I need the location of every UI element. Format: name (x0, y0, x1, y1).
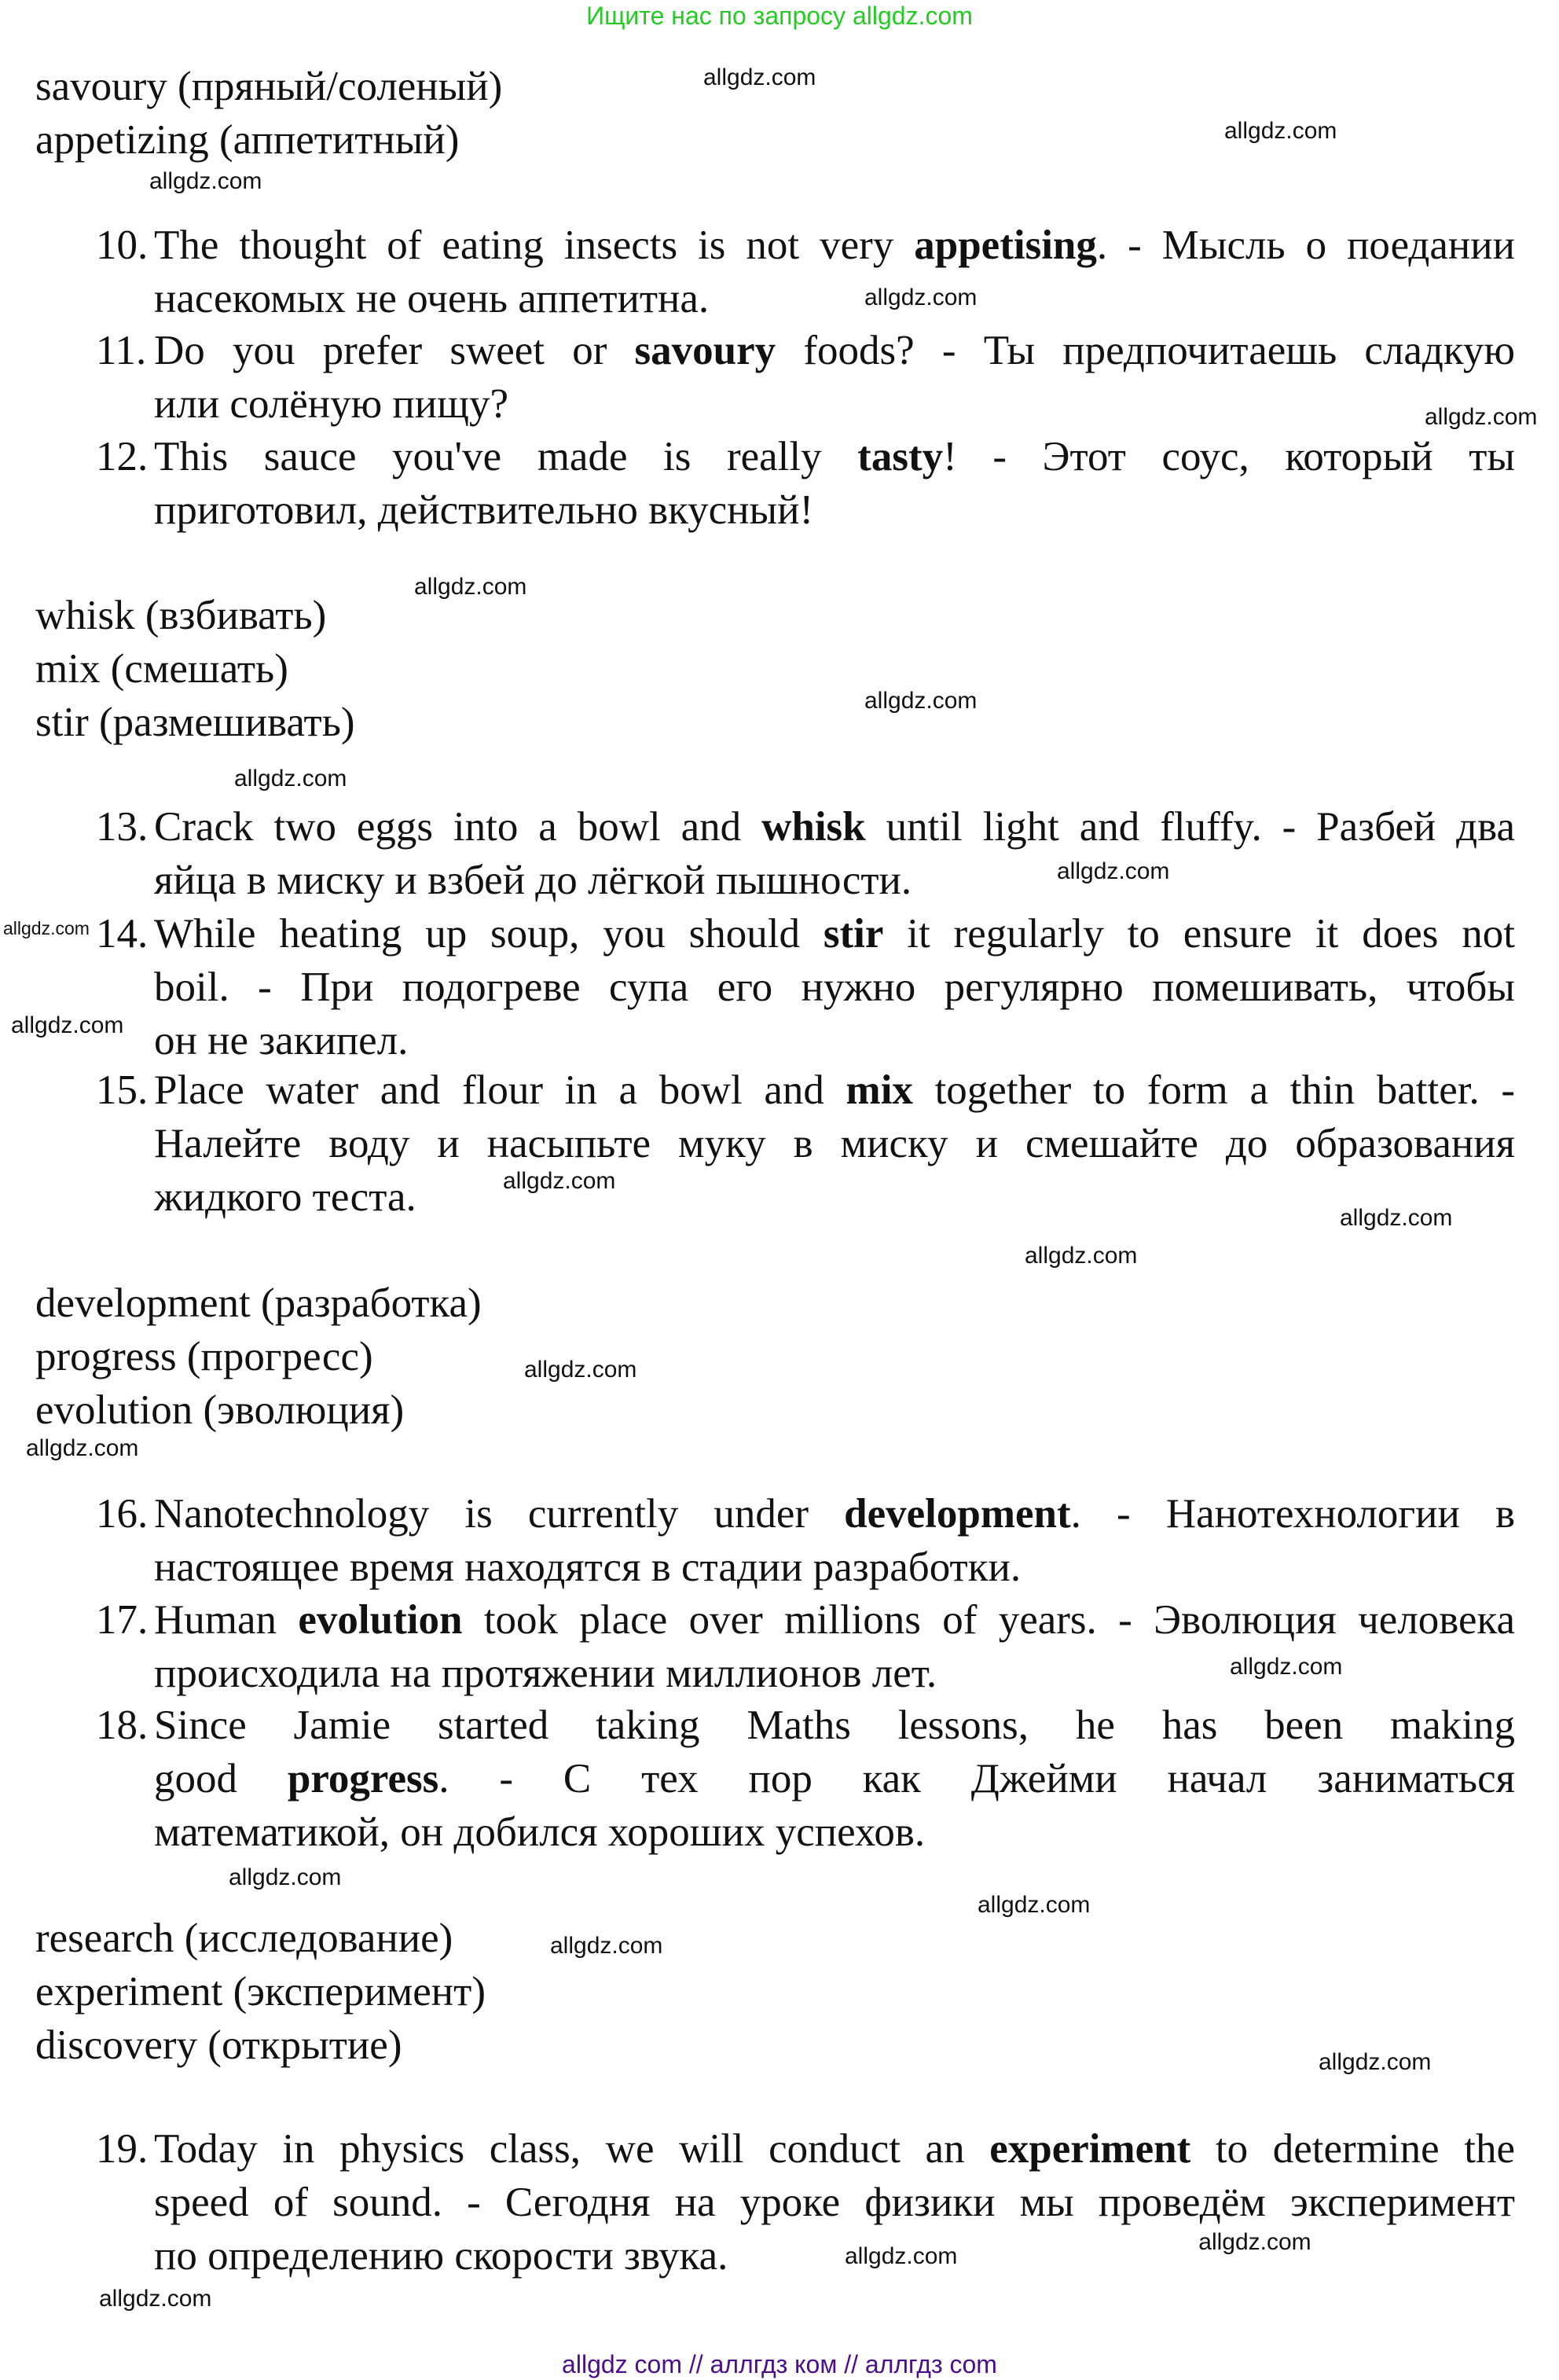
keyword: savoury (634, 328, 776, 373)
sentence-line: Since Jamie started taking Maths lessons, he has been making (154, 1702, 1515, 1748)
watermark: allgdz.com (3, 918, 90, 938)
example-sentence (96, 2122, 1515, 2283)
sentence-line: While heating up soup, you should stir it regularly to ensure it does not (154, 911, 1515, 957)
keyword: stir (823, 911, 884, 957)
watermark: allgdz.com (99, 2286, 212, 2312)
sentence-line: good progress. - С тех пор как Джейми начал заниматься (154, 1756, 1516, 1802)
watermark: allgdz.com (524, 1357, 637, 1383)
vocab-entry: stir (размешивать) (35, 700, 355, 745)
example-sentence (96, 430, 1515, 537)
keyword: evolution (298, 1597, 463, 1643)
example-sentence (96, 219, 1515, 325)
watermark: allgdz.com (26, 1435, 139, 1461)
item-number: 14. (96, 911, 149, 957)
sentence-line: настоящее время находятся в стадии разработки. (154, 1544, 1022, 1590)
search-banner: Ищите нас по запросу allgdz.com (586, 2, 973, 30)
watermark: allgdz.com (503, 1168, 616, 1194)
sentence-line: приготовил, действительно вкусный! (154, 487, 814, 533)
item-number: 17. (96, 1597, 149, 1643)
sentence-line: Налейте воду и насыпьте муку в миску и смешайте до образования (154, 1121, 1515, 1166)
sentence-line: speed of sound. - Сегодня на уроке физики мы проведём эксперимент (154, 2180, 1515, 2225)
sentence-line: Do you prefer sweet or savoury foods? - Ты предпочитаешь сладкую (154, 328, 1515, 373)
watermark: allgdz.com (1230, 1654, 1343, 1680)
watermark: allgdz.com (1025, 1243, 1138, 1269)
sentence-line: Place water and flour in a bowl and mix together to form a thin batter. - (154, 1067, 1516, 1113)
watermark: allgdz.com (234, 766, 347, 791)
item-number: 19. (96, 2126, 149, 2172)
sentence-line: яйца в миску и взбей до лёгкой пышности. (154, 858, 912, 903)
item-number: 16. (96, 1491, 149, 1537)
vocab-list (35, 589, 355, 749)
sentence-line: This sauce you've made is really tasty! - Этот соус, который ты (154, 434, 1515, 479)
sentence-line: он не закипел. (154, 1018, 409, 1063)
watermark: allgdz.com (550, 1933, 663, 1959)
vocab-entry: whisk (взбивать) (35, 593, 327, 638)
vocab-entry: mix (смешать) (35, 646, 288, 692)
sentence-line: происходила на протяжении миллионов лет. (154, 1651, 937, 1696)
example-sentence (96, 1487, 1515, 1594)
sentence-line: насекомых не очень аппетитна. (154, 276, 710, 321)
watermark: allgdz.com (149, 168, 262, 194)
item-number: 12. (96, 434, 149, 479)
vocab-entry: appetizing (аппетитный) (35, 117, 460, 163)
keyword: experiment (989, 2126, 1191, 2172)
vocab-entry: savoury (пряный/соленый) (35, 64, 503, 109)
watermark: allgdz.com (229, 1864, 342, 1890)
keyword: whisk (761, 804, 866, 850)
watermark: allgdz.com (1319, 2049, 1432, 2075)
watermark: allgdz.com (1057, 858, 1170, 884)
example-sentence (96, 324, 1515, 431)
example-sentence (96, 800, 1515, 907)
vocab-list (35, 60, 502, 167)
keyword: development (844, 1491, 1071, 1537)
item-number: 11. (96, 328, 147, 373)
keyword: progress (287, 1756, 439, 1802)
item-number: 18. (96, 1702, 149, 1748)
watermark: allgdz.com (703, 64, 816, 90)
item-number: 10. (96, 222, 149, 268)
keyword: mix (846, 1067, 913, 1113)
sentence-line: Crack two eggs into a bowl and whisk until light and fluffy. - Разбей два (154, 804, 1515, 850)
watermark: allgdz.com (864, 688, 978, 714)
watermark: allgdz.com (1198, 2229, 1311, 2255)
sentence-line: Nanotechnology is currently under development. - Нанотехнологии в (154, 1491, 1516, 1537)
watermark: allgdz.com (864, 285, 978, 310)
keyword: appetising (914, 222, 1097, 268)
watermark: allgdz.com (414, 574, 527, 600)
sentence-line: жидкого теста. (154, 1174, 416, 1220)
keyword: tasty (857, 434, 944, 479)
sentence-line: The thought of eating insects is not very appetising. - Мысль о поедании (154, 222, 1515, 268)
sentence-line: Human evolution took place over millions of years. - Эволюция человека (154, 1597, 1515, 1643)
sentence-line: или солёную пищу? (154, 381, 508, 427)
example-sentence (96, 1593, 1515, 1700)
watermark: allgdz.com (1340, 1205, 1453, 1231)
footer-banner: allgdz com // аллгдз ком // аллгдз com (562, 2350, 997, 2378)
example-sentence (96, 907, 1515, 1067)
item-number: 13. (96, 804, 149, 850)
vocab-entry: research (исследование) (35, 1915, 453, 1961)
sentence-line: по определению скорости звука. (154, 2233, 728, 2279)
sentence-line: Today in physics class, we will conduct an experiment to determine the (154, 2126, 1515, 2172)
vocab-list (35, 1912, 486, 2072)
vocab-list (35, 1276, 482, 1437)
watermark: allgdz.com (1425, 404, 1538, 430)
vocab-entry: progress (прогресс) (35, 1334, 373, 1379)
watermark: allgdz.com (11, 1012, 124, 1038)
item-number: 15. (96, 1067, 149, 1113)
example-sentence (96, 1699, 1515, 1859)
vocab-entry: experiment (эксперимент) (35, 1969, 486, 2015)
watermark: allgdz.com (978, 1892, 1091, 1918)
watermark: allgdz.com (845, 2243, 958, 2269)
vocab-entry: evolution (эволюция) (35, 1387, 405, 1433)
watermark: allgdz.com (1224, 118, 1337, 144)
sentence-line: boil. - При подогреве супа его нужно регулярно помешивать, чтобы (154, 964, 1515, 1010)
sentence-line: математикой, он добился хороших успехов. (154, 1809, 926, 1855)
vocab-entry: development (разработка) (35, 1280, 482, 1326)
vocab-entry: discovery (открытие) (35, 2022, 402, 2068)
example-sentence (96, 1063, 1515, 1224)
